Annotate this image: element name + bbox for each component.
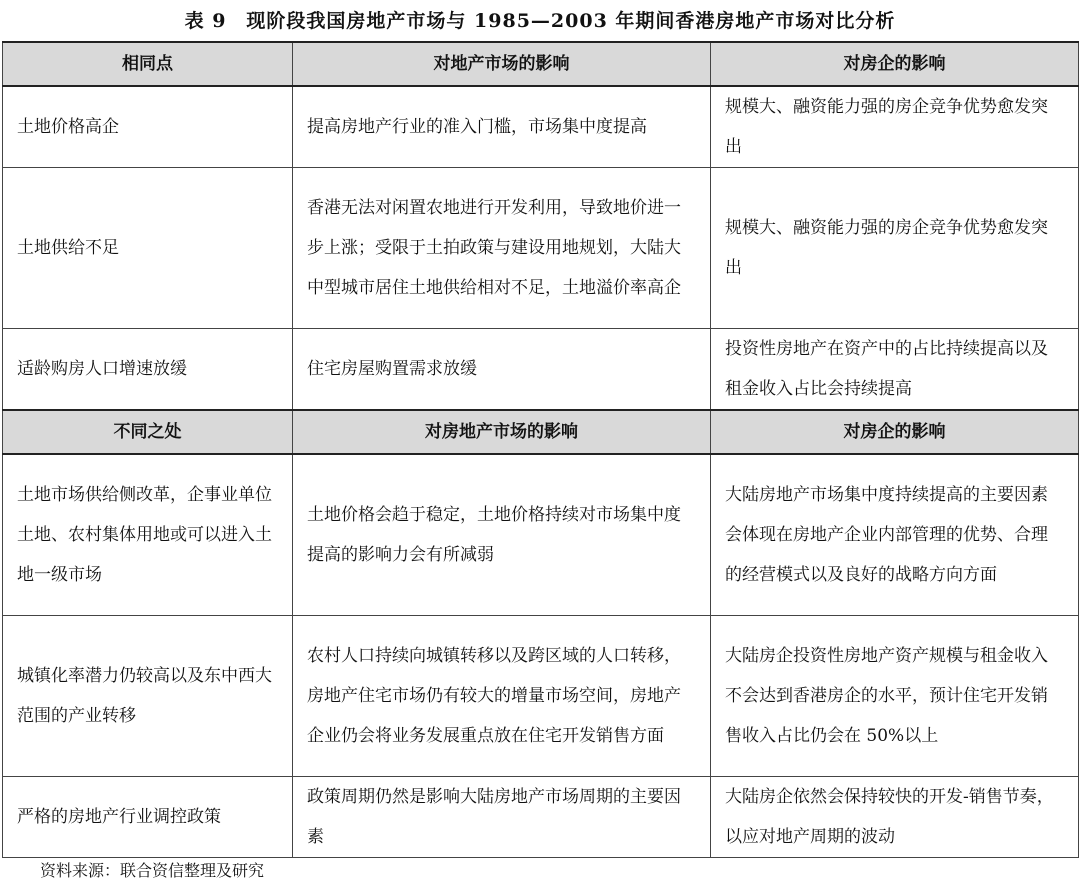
header-market-impact: 对地产市场的影响 [293,42,711,86]
header-market-impact: 对房地产市场的影响 [293,410,711,454]
header-firm-impact: 对房企的影响 [711,410,1079,454]
section2-header-row [3,410,1079,454]
row-label: 土地价格高企 [3,86,293,168]
market-impact-cell: 政策周期仍然是影响大陆房地产市场周期的主要因素 [293,776,711,857]
table-row [3,329,1079,411]
firm-impact-cell: 大陆房地产市场集中度持续提高的主要因素会体现在房地产企业内部管理的优势、合理的经营模式以及良好的战略方向方面 [711,454,1079,615]
row-label: 土地市场供给侧改革，企事业单位土地、农村集体用地或可以进入土地一级市场 [3,454,293,615]
market-impact-cell: 提高房地产行业的准入门槛，市场集中度提高 [293,86,711,168]
firm-impact-cell: 投资性房地产在资产中的占比持续提高以及租金收入占比会持续提高 [711,329,1079,411]
firm-impact-cell: 大陆房企投资性房地产资产规模与租金收入不会达到香港房企的水平，预计住宅开发销售收入占比仍会在 50%以上 [711,615,1079,776]
firm-impact-cell: 规模大、融资能力强的房企竞争优势愈发突出 [711,168,1079,329]
table-row [3,86,1079,168]
table-row [3,776,1079,857]
row-label: 严格的房地产行业调控政策 [3,776,293,857]
table-row [3,168,1079,329]
market-impact-cell: 香港无法对闲置农地进行开发利用，导致地价进一步上涨；受限于土拍政策与建设用地规划，大陆大中型城市居住土地供给相对不足，土地溢价率高企 [293,168,711,329]
market-impact-cell: 土地价格会趋于稳定，土地价格持续对市场集中度提高的影响力会有所减弱 [293,454,711,615]
header-firm-impact: 对房企的影响 [711,42,1079,86]
table-title: 表 9 现阶段我国房地产市场与 1985—2003 年期间香港房地产市场对比分析 [184,10,896,32]
market-impact-cell: 农村人口持续向城镇转移以及跨区域的人口转移，房地产住宅市场仍有较大的增量市场空间，房地产企业仍会将业务发展重点放在住宅开发销售方面 [293,615,711,776]
row-label: 土地供给不足 [3,168,293,329]
firm-impact-cell: 大陆房企依然会保持较快的开发-销售节奏，以应对地产周期的波动 [711,776,1079,857]
market-impact-cell: 住宅房屋购置需求放缓 [293,329,711,411]
firm-impact-cell: 规模大、融资能力强的房企竞争优势愈发突出 [711,86,1079,168]
comparison-table [2,41,1079,858]
table-row [3,615,1079,776]
section1-header-row [3,42,1079,86]
header-similarities: 相同点 [3,42,293,86]
table-row [3,454,1079,615]
header-differences: 不同之处 [3,410,293,454]
row-label: 适龄购房人口增速放缓 [3,329,293,411]
row-label: 城镇化率潜力仍较高以及东中西大范围的产业转移 [3,615,293,776]
source-note: 资料来源：联合资信整理及研究 [40,861,265,880]
